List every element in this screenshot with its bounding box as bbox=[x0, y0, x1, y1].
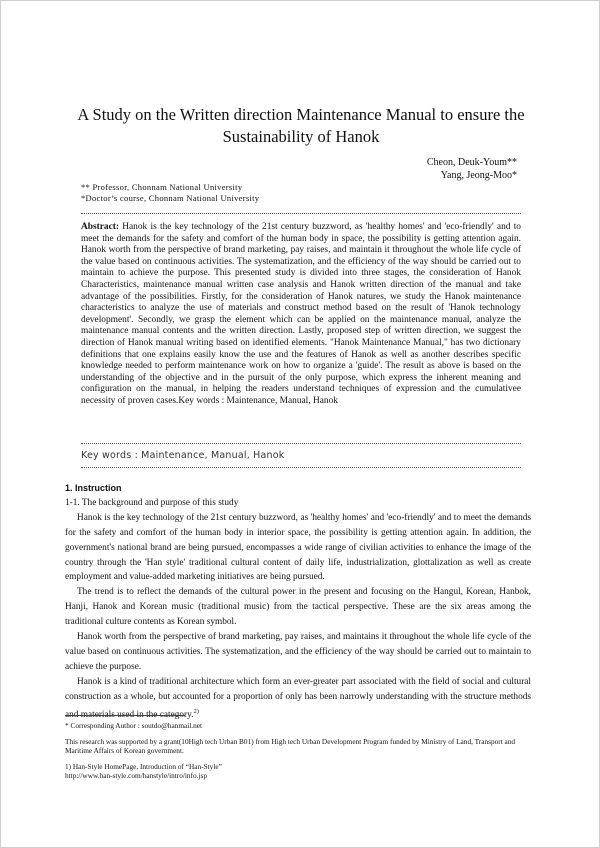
subsection-heading: 1-1. The background and purpose of this study bbox=[65, 497, 239, 508]
affiliation-2: *Doctor’s course, Chonnam National University bbox=[81, 193, 260, 203]
title-line-2: Sustainability of Hanok bbox=[222, 127, 380, 146]
footnote-corresponding: * Corresponding Author : soutdo@hanmail.net bbox=[65, 721, 203, 730]
abstract-label: Abstract: bbox=[81, 222, 120, 232]
abstract-top-rule bbox=[81, 213, 521, 214]
footnote-1-url: http://www.han-style.com/hanstyle/intro/info.jsp bbox=[65, 771, 208, 781]
footnote-1: 1) Han-Style HomePage, Introduction of “Han-Style” bbox=[65, 761, 222, 771]
abstract bbox=[81, 222, 521, 408]
paragraph: Hanok is the key technology of the 21st century buzzword, as 'healthy homes' and 'eco-friendly' and to meet the demands for the safety and comfort of the human body in interior space, the possibility is getting attention again. In addition, the government's national brand are being pursued, encompasses a wide range of civilian activities to enhance the image of the country through the 'Han style' traditional cultural content of daily life, industrialization, glottalization as well as create employment and value-added marketing initiatives are being pursued. bbox=[65, 512, 531, 583]
paragraph-text: Hanok is a kind of traditional architecture which form an ever-greater part associated with the field of social and cultural construction as a whole, but accounted for a proportion of only has been narrowly understanding with the structure methods and materials used in the category. bbox=[65, 676, 531, 720]
section-heading: 1. Instruction bbox=[65, 483, 122, 493]
paper-title bbox=[61, 104, 541, 148]
keywords-bottom-rule bbox=[81, 467, 521, 468]
author-list bbox=[427, 156, 517, 182]
title-line-1: A Study on the Written direction Maintenance Manual to ensure the bbox=[77, 105, 525, 124]
affiliation-1: ** Professor, Chonnam National University bbox=[81, 182, 243, 192]
footnote-ref: 2) bbox=[193, 707, 199, 715]
paragraph: Hanok worth from the perspective of brand marketing, pay raises, and maintains it throughout the whole life cycle of the value based on continuous activities. The systematization, and the efficiency of the way should be carried out to maintain to achieve the purpose. bbox=[65, 632, 531, 672]
keywords: Key words : Maintenance, Manual, Hanok bbox=[81, 450, 285, 461]
footnote-funding: This research was supported by a grant(10High tech Urban B01) from High tech Urban Development Program funded by Ministry of Land, Transport and Maritime Affairs of Korean government. bbox=[65, 736, 516, 756]
abstract-text: Hanok is the key technology of the 21st century buzzword, as 'healthy homes' and 'eco-friendly' and to meet the demands for the safety and comfort of the human body in space, the possibility is getting attention again. Hanok worth from the perspective of brand marketing, pay raises, and maintain it throughout the whole life cycle of the value based on continuous activities. The systematization, and the efficiency of the way should be carried out to maintain to achieve the purpose. This presented study is divided into three stages, the consideration of Hanok Characteristics, maintenance manual written case analysis and Hanok written direction of the manual and take advantage of the possibilities. Firstly, for the consideration of Hanok natures, we study the Hanok maintenance characteristics to analyze the use of materials and construct method based on the result of 'Hanok technology development'. Secondly, we grasp the element which can be applied on the maintenance manual, analyze the maintenance manual contents and the written direction. Lastly, proposed step of written direction, we suggest the direction of Hanok manual writing based on identified elements. "Hanok Maintenance Manual," has two dictionary definitions that one explains easily know the use and the features of Hanok as well as another describes specific knowledge needed to perform maintenance work on how to organize a 'guide'. The result as above is based on the understanding of the objective and in the pursuit of the only purpose, which express the inherent meaning and configuration on the manual, in helping the readers understand techniques of expression and the cumulativee necessity of proven cases.Key words : Maintenance, Manual, Hanok bbox=[81, 222, 521, 406]
body-text bbox=[65, 481, 531, 723]
footnotes bbox=[65, 721, 531, 781]
footnote-rule bbox=[65, 715, 185, 716]
affiliation-list bbox=[81, 182, 259, 204]
keywords-top-rule bbox=[81, 443, 521, 444]
paragraph: The trend is to reflect the demands of the cultural power in the present and focusing on the Hangul, Korean, Hanbok, Hanji, Hanok and Korean music (traditional music) from the tactical perspective. These are the six areas among the traditional culture contents as Korean symbol. bbox=[65, 587, 531, 628]
author-2: Yang, Jeong-Moo* bbox=[440, 170, 517, 181]
author-1: Cheon, Deuk-Youm** bbox=[426, 157, 517, 168]
